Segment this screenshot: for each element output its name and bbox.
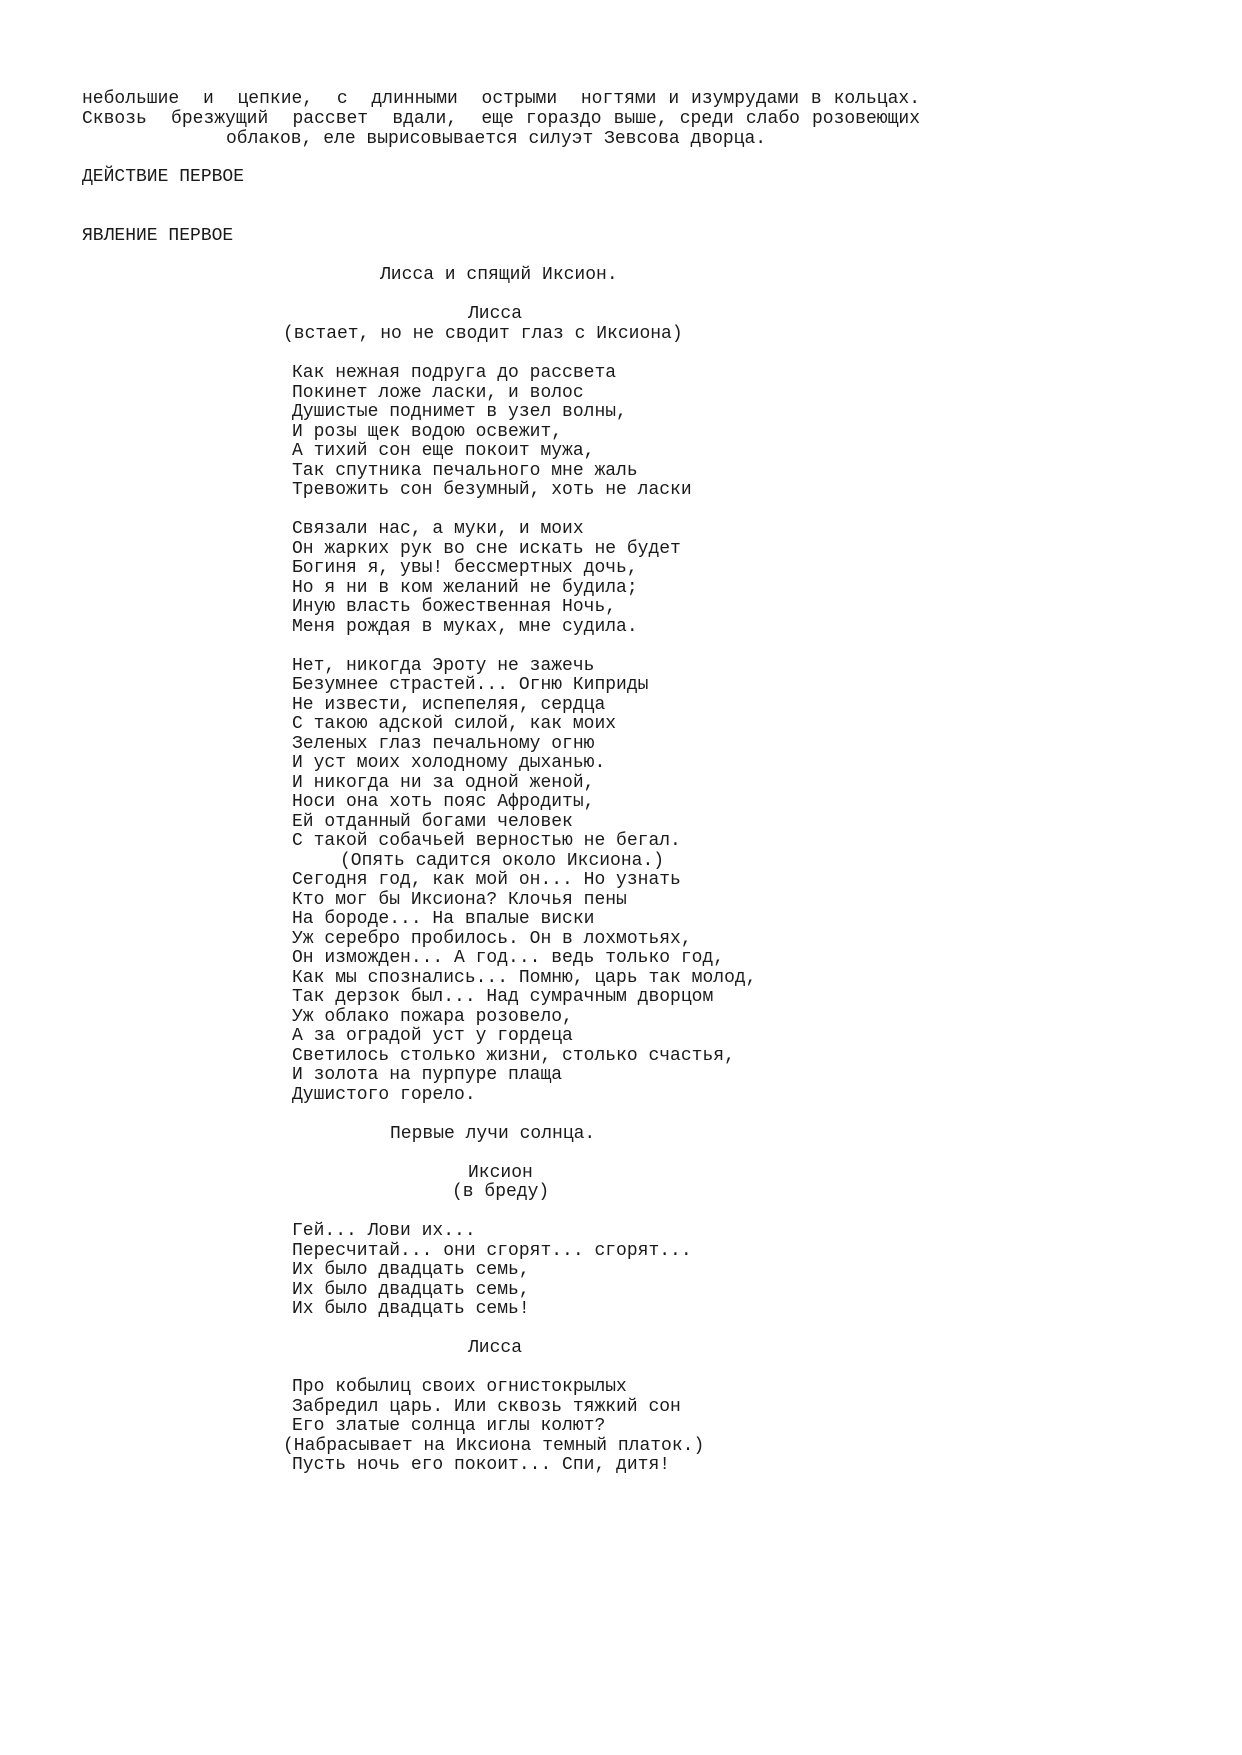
stage-direction: (Опять садится около Иксиона.) [340, 851, 665, 871]
verse-line: Гей... Лови их... [292, 1221, 476, 1241]
verse-line: Светилось столько жизни, столько счастья, [292, 1046, 735, 1066]
verse-line: С такою адской силой, как моих [292, 714, 617, 734]
verse-line: Про кобылиц своих огнистокрылых [292, 1377, 627, 1397]
verse-line: Безумнее страстей... Огню Киприды [292, 675, 649, 695]
stage-direction: (Набрасывает на Иксиона темный платок.) [283, 1436, 705, 1456]
verse-line: Так дерзок был... Над сумрачным дворцом [292, 987, 714, 1007]
verse-line: И розы щек водою освежит, [292, 422, 563, 442]
verse-line: А тихий сон еще покоит мужа, [292, 441, 595, 461]
verse-line: Душистого горело. [292, 1085, 476, 1105]
verse-line: Их было двадцать семь! [292, 1299, 530, 1319]
verse-line: И уст моих холодному дыханью. [292, 753, 606, 773]
speaker-direction: (встает, но не сводит глаз с Иксиона) [283, 324, 683, 344]
verse-line: Так спутника печального мне жаль [292, 461, 638, 481]
verse-line: А за оградой уст у гордеца [292, 1026, 573, 1046]
verse-line: Его златые солнца иглы колют? [292, 1416, 606, 1436]
verse-line: Но я ни в ком желаний не будила; [292, 578, 638, 598]
verse-line: Их было двадцать семь, [292, 1280, 530, 1300]
verse-line: Зеленых глаз печальному огню [292, 734, 595, 754]
speaker-name: Иксион [468, 1163, 533, 1183]
verse-line: Не извести, испепеляя, сердца [292, 695, 606, 715]
verse-line: И золота на пурпуре плаща [292, 1065, 563, 1085]
speaker-name: Лисса [468, 304, 523, 324]
act-heading: ДЕЙСТВИЕ ПЕРВОЕ [82, 167, 245, 187]
verse-line: И никогда ни за одной женой, [292, 773, 595, 793]
verse-line: Уж серебро пробилось. Он в лохмотьях, [292, 929, 692, 949]
verse-line: Ей отданный богами человек [292, 812, 573, 832]
intro-line: Сквозь брезжущий рассвет вдали, еще гораздо выше, среди слабо розовеющих [82, 109, 920, 129]
verse-line: Пересчитай... они сгорят... сгорят... [292, 1241, 692, 1261]
intro-line: облаков, еле вырисовывается силуэт Зевсова дворца. [226, 129, 767, 149]
verse-line: Меня рождая в муках, мне судила. [292, 617, 638, 637]
verse-line: Он изможден... А год... ведь только год, [292, 948, 725, 968]
verse-line: Носи она хоть пояс Афродиты, [292, 792, 595, 812]
verse-line: Связали нас, а муки, и моих [292, 519, 584, 539]
intro-line: небольшие и цепкие, с длинными острыми ногтями и изумрудами в кольцах. [82, 89, 920, 109]
stage-direction: Первые лучи солнца. [390, 1124, 596, 1144]
scene-heading: ЯВЛЕНИЕ ПЕРВОЕ [82, 226, 234, 246]
stage-direction: Лисса и спящий Иксион. [380, 265, 618, 285]
verse-line: Пусть ночь его покоит... Спи, дитя! [292, 1455, 671, 1475]
verse-line: Иную власть божественная Ночь, [292, 597, 617, 617]
verse-line: Как мы спознались... Помню, царь так молод, [292, 968, 757, 988]
verse-line: Нет, никогда Эроту не зажечь [292, 656, 595, 676]
speaker-direction: (в бреду) [452, 1182, 550, 1202]
verse-line: С такой собачьей верностью не бегал. [292, 831, 681, 851]
speaker-name: Лисса [468, 1338, 523, 1358]
verse-line: Он жарких рук во сне искать не будет [292, 539, 681, 559]
verse-line: Уж облако пожара розовело, [292, 1007, 573, 1027]
verse-line: Их было двадцать семь, [292, 1260, 530, 1280]
verse-line: Кто мог бы Иксиона? Клочья пены [292, 890, 627, 910]
verse-line: Как нежная подруга до рассвета [292, 363, 617, 383]
verse-line: Тревожить сон безумный, хоть не ласки [292, 480, 692, 500]
verse-line: Забредил царь. Или сквозь тяжкий сон [292, 1397, 681, 1417]
verse-line: Душистые поднимет в узел волны, [292, 402, 627, 422]
verse-line: Сегодня год, как мой он... Но узнать [292, 870, 681, 890]
verse-line: Покинет ложе ласки, и волос [292, 383, 584, 403]
verse-line: На бороде... На впалые виски [292, 909, 595, 929]
verse-line: Богиня я, увы! бессмертных дочь, [292, 558, 638, 578]
